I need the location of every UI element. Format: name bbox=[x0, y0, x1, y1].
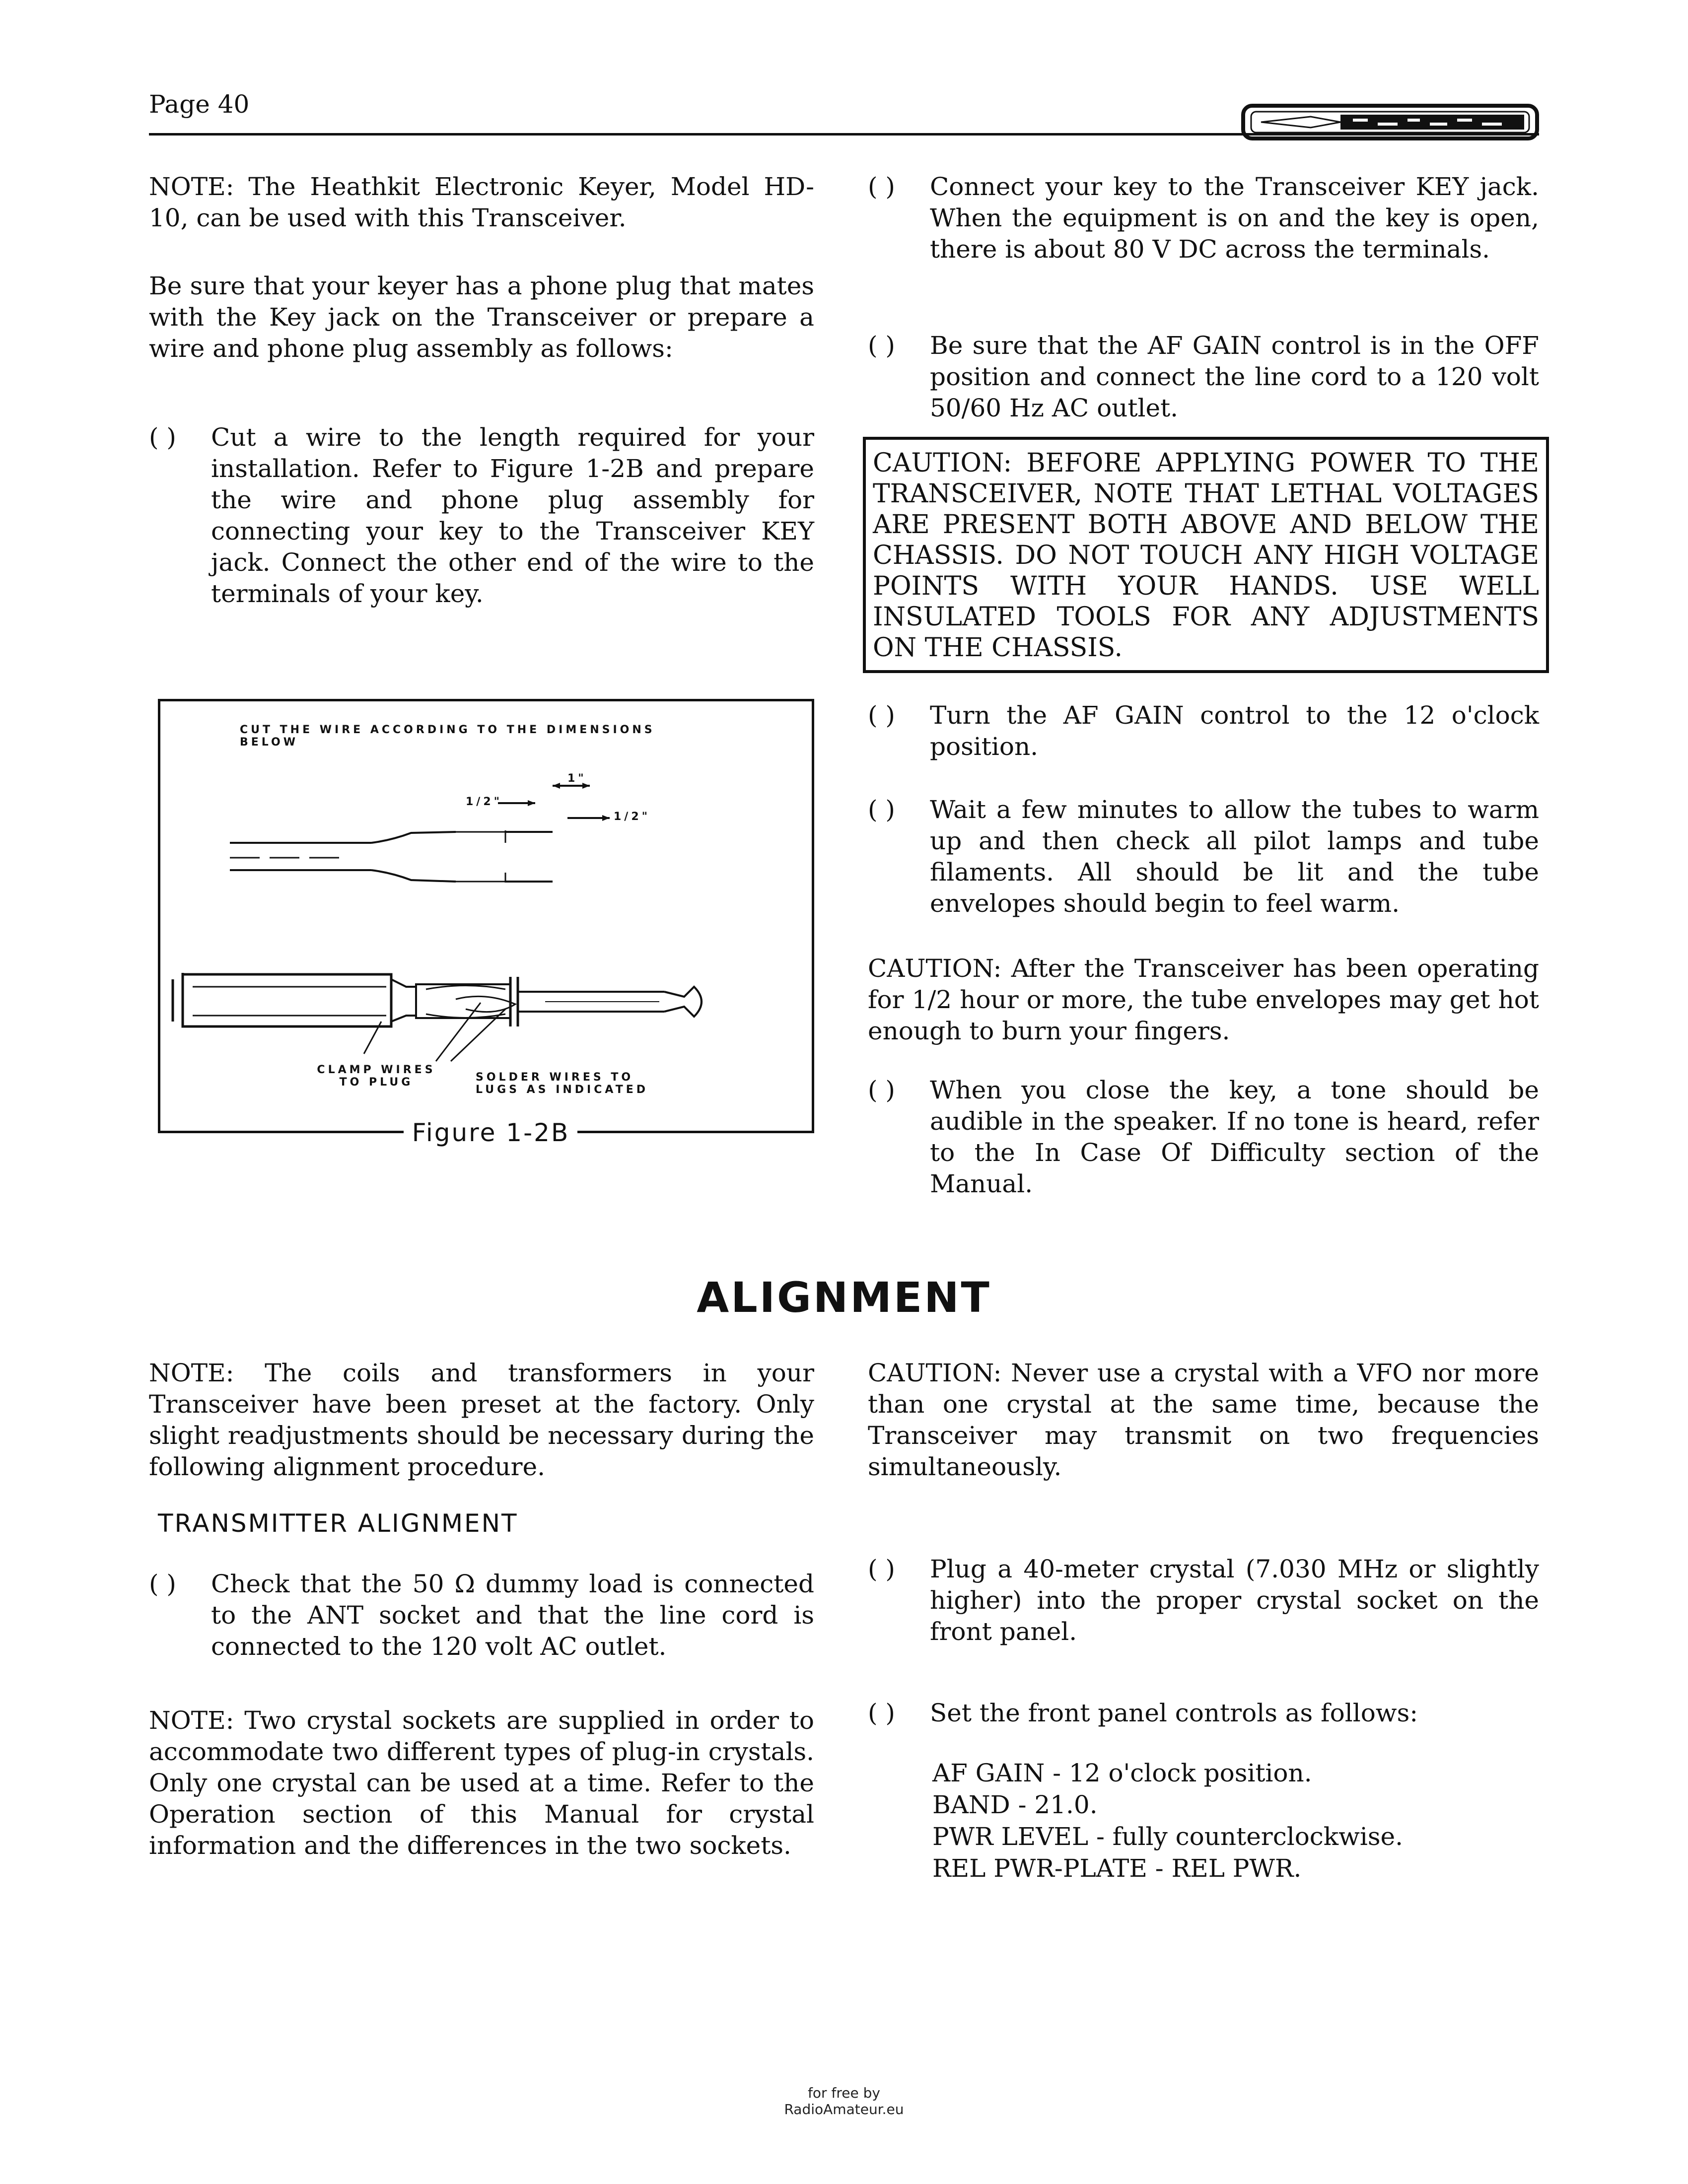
step-dummy-load: ( ) Check that the 50 Ω dummy load is connected to the ANT socket and that the line cord is connected to the 120 volt AC outlet. bbox=[149, 1569, 814, 1662]
page-number: Page 40 bbox=[149, 90, 250, 119]
caution-lethal-voltage: CAUTION: BEFORE APPLYING POWER TO THE TRANSCEIVER, NOTE THAT LETHAL VOLTAGES ARE PRESENT BOTH ABOVE AND BELOW THE CHASSIS. DO NOT TOUCH ANY HIGH VOLTAGE POINTS WITH YOUR HANDS. USE WELL INSULATED TOOLS FOR ANY ADJUSTMENTS ON THE CHASSIS. bbox=[863, 437, 1549, 673]
heathkit-logo bbox=[1241, 102, 1539, 141]
checkbox[interactable]: ( ) bbox=[868, 331, 895, 360]
keyer-note: NOTE: The Heathkit Electronic Keyer, Model HD-10, can be used with this Transceiver. bbox=[149, 172, 814, 232]
checkbox[interactable]: ( ) bbox=[868, 795, 895, 824]
checkbox[interactable]: ( ) bbox=[868, 701, 895, 730]
checkbox[interactable]: ( ) bbox=[868, 1076, 895, 1104]
section-heading: ALIGNMENT bbox=[697, 1273, 991, 1322]
setting-pwr-level: PWR LEVEL - fully counterclockwise. bbox=[932, 1822, 1404, 1851]
figure-frame-bottom-left bbox=[158, 1131, 404, 1133]
setting-band: BAND - 21.0. bbox=[932, 1790, 1098, 1819]
checkbox[interactable]: ( ) bbox=[868, 1699, 895, 1727]
keyer-paragraph: Be sure that your keyer has a phone plug that mates with the Key jack on the Transceiver or prepare a wire and phone plug assembly as follows: bbox=[149, 272, 814, 363]
clamp-label: CLAMP WIRES TO PLUG bbox=[317, 1064, 436, 1089]
step-tone-check: ( ) When you close the key, a tone should be audible in the speaker. If no tone is heard, refer to the In Case Of Difficulty section of the Manual. bbox=[868, 1075, 1539, 1200]
control-settings-list bbox=[932, 1757, 1538, 1884]
checkbox[interactable]: ( ) bbox=[868, 1555, 895, 1583]
step-warm-up: ( ) Wait a few minutes to allow the tubes to warm up and then check all pilot lamps and tube filaments. All should be lit and the tube envelopes should begin to feel warm. bbox=[868, 794, 1539, 919]
subsection-heading: TRANSMITTER ALIGNMENT bbox=[158, 1509, 518, 1538]
alignment-note: NOTE: The coils and transformers in your Transceiver have been preset at the factory. Only slight readjustments should be necessary during the following alignment procedure. bbox=[149, 1359, 814, 1481]
footer-credit: for free by RadioAmateur.eu bbox=[784, 2085, 904, 2117]
step-connect-key: ( ) Connect your key to the Transceiver KEY jack. When the equipment is on and the key is open, there is about 80 V DC across the terminals. bbox=[868, 171, 1539, 265]
dim-half-inch-a: 1/2" bbox=[466, 796, 503, 808]
figure-1-2b bbox=[158, 699, 814, 1146]
checkbox[interactable]: ( ) bbox=[149, 1570, 176, 1598]
figure-caption: Figure 1-2B bbox=[412, 1118, 570, 1147]
step-cut-wire: ( ) Cut a wire to the length required for your installation. Refer to Figure 1-2B and prepare the wire and phone plug assembly for connecting your key to the Transceiver KEY jack. Connect the other end of the wire to the terminals of your key. bbox=[149, 422, 814, 610]
step-af-gain-off: ( ) Be sure that the AF GAIN control is in the OFF position and connect the line cord to a 120 volt 50/60 Hz AC outlet. bbox=[868, 330, 1539, 424]
solder-label: SOLDER WIRES TO LUGS AS INDICATED bbox=[476, 1071, 648, 1096]
wire-drawing bbox=[158, 699, 814, 1131]
dim-one-inch: 1" bbox=[567, 772, 587, 785]
caution-crystal-vfo: CAUTION: Never use a crystal with a VFO nor more than one crystal at the same time, because the Transceiver may transmit on two frequencies simultaneously. bbox=[868, 1359, 1539, 1481]
figure-frame-bottom-right bbox=[577, 1131, 814, 1133]
dim-half-inch-b: 1/2" bbox=[614, 811, 651, 823]
step-plug-crystal: ( ) Plug a 40-meter crystal (7.030 MHz or slightly higher) into the proper crystal socket on the front panel. bbox=[868, 1554, 1539, 1647]
figure-instruction: CUT THE WIRE ACCORDING TO THE DIMENSIONS BELOW bbox=[240, 724, 655, 749]
setting-rel-pwr-plate: REL PWR-PLATE - REL PWR. bbox=[932, 1854, 1302, 1883]
caution-hot-tubes: CAUTION: After the Transceiver has been operating for 1/2 hour or more, the tube envelopes may get hot enough to burn your fingers. bbox=[868, 954, 1539, 1045]
crystal-sockets-note: NOTE: Two crystal sockets are supplied in order to accommodate two different types of plug-in crystals. Only one crystal can be used at a time. Refer to the Operation section of this Manual for crystal information and the differences in the two sockets. bbox=[149, 1706, 814, 1860]
step-af-gain-12: ( ) Turn the AF GAIN control to the 12 o'clock position. bbox=[868, 700, 1539, 762]
setting-af-gain: AF GAIN - 12 o'clock position. bbox=[932, 1759, 1312, 1787]
checkbox[interactable]: ( ) bbox=[149, 423, 176, 452]
checkbox[interactable]: ( ) bbox=[868, 172, 895, 201]
step-front-panel: ( ) Set the front panel controls as follows: bbox=[868, 1698, 1539, 1729]
